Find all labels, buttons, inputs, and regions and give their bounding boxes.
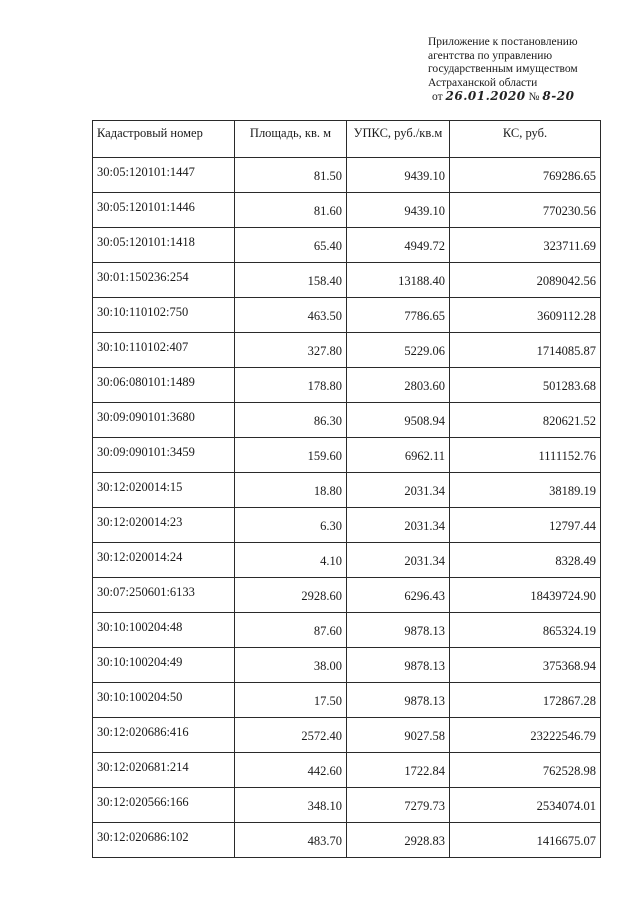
cadastral-value-cell: 23222546.79 [450,718,601,753]
specific-value-cell: 7279.73 [347,788,450,823]
cadastral-value-cell: 375368.94 [450,648,601,683]
cadastral-number-cell: 30:09:090101:3459 [93,438,235,473]
cadastral-number-cell: 30:09:090101:3680 [93,403,235,438]
cadastral-number-cell: 30:10:100204:48 [93,613,235,648]
cadastral-value-cell: 2089042.56 [450,263,601,298]
area-cell: 348.10 [235,788,347,823]
table-header-row [93,121,601,158]
column-header-area: Площадь, кв. м [235,121,347,158]
cadastral-value-cell: 323711.69 [450,228,601,263]
cadastral-value-cell: 762528.98 [450,753,601,788]
cadastral-value-cell: 501283.68 [450,368,601,403]
document-header [428,36,628,105]
specific-value-cell: 9439.10 [347,193,450,228]
table-row [93,298,601,333]
date-prefix: от [432,91,443,103]
specific-value-cell: 9878.13 [347,648,450,683]
specific-value-cell: 9439.10 [347,158,450,193]
table-row [93,193,601,228]
cadastral-number-cell: 30:10:100204:49 [93,648,235,683]
column-header-cadastral-number: Кадастровый номер [93,121,235,158]
cadastral-number-cell: 30:06:080101:1489 [93,368,235,403]
specific-value-cell: 9027.58 [347,718,450,753]
cadastral-value-cell: 1111152.76 [450,438,601,473]
table-row [93,613,601,648]
table-row [93,333,601,368]
area-cell: 6.30 [235,508,347,543]
specific-value-cell: 2803.60 [347,368,450,403]
table-row [93,228,601,263]
area-cell: 442.60 [235,753,347,788]
table-row [93,578,601,613]
specific-value-cell: 2031.34 [347,508,450,543]
table-row [93,823,601,858]
specific-value-cell: 9878.13 [347,683,450,718]
table-body [93,158,601,858]
cadastral-value-cell: 770230.56 [450,193,601,228]
cadastral-number-cell: 30:05:120101:1447 [93,158,235,193]
area-cell: 17.50 [235,683,347,718]
table-row [93,508,601,543]
cadastral-table-container [92,120,600,858]
area-cell: 81.50 [235,158,347,193]
table-row [93,683,601,718]
cadastral-number-cell: 30:12:020014:24 [93,543,235,578]
cadastral-number-cell: 30:12:020686:416 [93,718,235,753]
specific-value-cell: 2031.34 [347,473,450,508]
table-row [93,543,601,578]
specific-value-cell: 2928.83 [347,823,450,858]
column-header-specific-value: УПКС, руб./кв.м [347,121,450,158]
cadastral-number-cell: 30:12:020014:15 [93,473,235,508]
area-cell: 18.80 [235,473,347,508]
table-row [93,158,601,193]
cadastral-number-cell: 30:05:120101:1418 [93,228,235,263]
cadastral-number-cell: 30:10:110102:750 [93,298,235,333]
cadastral-value-cell: 820621.52 [450,403,601,438]
handwritten-date: 26.01.2020 [445,89,526,103]
cadastral-number-cell: 30:12:020014:23 [93,508,235,543]
area-cell: 463.50 [235,298,347,333]
cadastral-number-cell: 30:10:110102:407 [93,333,235,368]
specific-value-cell: 2031.34 [347,543,450,578]
cadastral-number-cell: 30:07:250601:6133 [93,578,235,613]
cadastral-number-cell: 30:12:020686:102 [93,823,235,858]
area-cell: 158.40 [235,263,347,298]
column-header-cadastral-value: КС, руб. [450,121,601,158]
area-cell: 87.60 [235,613,347,648]
table-row [93,368,601,403]
cadastral-value-cell: 18439724.90 [450,578,601,613]
area-cell: 38.00 [235,648,347,683]
area-cell: 4.10 [235,543,347,578]
cadastral-value-cell: 2534074.01 [450,788,601,823]
specific-value-cell: 13188.40 [347,263,450,298]
table-row [93,753,601,788]
area-cell: 2928.60 [235,578,347,613]
cadastral-value-cell: 769286.65 [450,158,601,193]
cadastral-value-cell: 8328.49 [450,543,601,578]
cadastral-value-cell: 1714085.87 [450,333,601,368]
cadastral-number-cell: 30:12:020566:166 [93,788,235,823]
area-cell: 65.40 [235,228,347,263]
table-row [93,648,601,683]
area-cell: 86.30 [235,403,347,438]
number-sign: № [528,91,540,103]
cadastral-value-cell: 3609112.28 [450,298,601,333]
table-row [93,403,601,438]
header-line: Приложение к постановлению [428,36,578,48]
cadastral-table [92,120,601,858]
area-cell: 159.60 [235,438,347,473]
table-row [93,718,601,753]
area-cell: 81.60 [235,193,347,228]
cadastral-number-cell: 30:10:100204:50 [93,683,235,718]
area-cell: 483.70 [235,823,347,858]
specific-value-cell: 6296.43 [347,578,450,613]
cadastral-value-cell: 12797.44 [450,508,601,543]
specific-value-cell: 9508.94 [347,403,450,438]
table-row [93,788,601,823]
specific-value-cell: 7786.65 [347,298,450,333]
table-row [93,438,601,473]
specific-value-cell: 6962.11 [347,438,450,473]
header-line: государственным имуществом [428,63,578,75]
cadastral-value-cell: 38189.19 [450,473,601,508]
specific-value-cell: 5229.06 [347,333,450,368]
cadastral-value-cell: 1416675.07 [450,823,601,858]
cadastral-number-cell: 30:01:150236:254 [93,263,235,298]
area-cell: 178.80 [235,368,347,403]
cadastral-value-cell: 865324.19 [450,613,601,648]
handwritten-number: 8-20 [542,89,575,103]
specific-value-cell: 4949.72 [347,228,450,263]
cadastral-value-cell: 172867.28 [450,683,601,718]
table-row [93,263,601,298]
header-date-line [432,90,628,105]
specific-value-cell: 1722.84 [347,753,450,788]
cadastral-number-cell: 30:05:120101:1446 [93,193,235,228]
header-line: агентства по управлению [428,49,553,62]
cadastral-number-cell: 30:12:020681:214 [93,753,235,788]
header-line: Астраханской области [428,76,538,89]
area-cell: 2572.40 [235,718,347,753]
table-row [93,473,601,508]
specific-value-cell: 9878.13 [347,613,450,648]
area-cell: 327.80 [235,333,347,368]
